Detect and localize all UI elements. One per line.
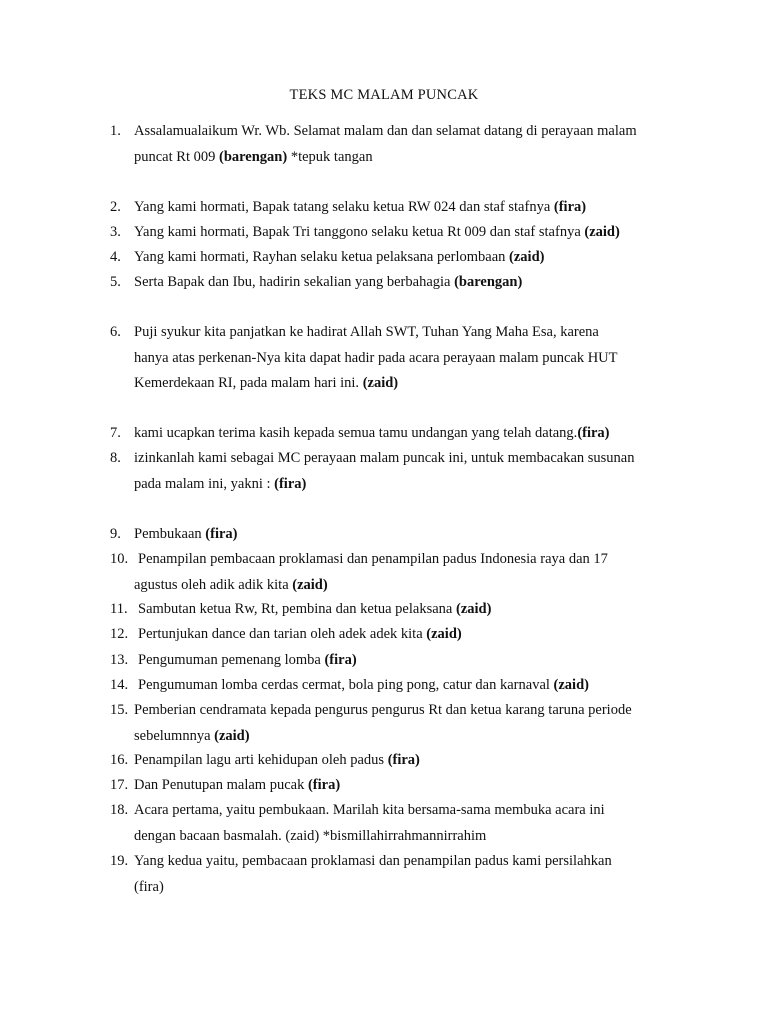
- item-number: 9.: [110, 526, 121, 542]
- item-number: 8.: [110, 450, 121, 466]
- item-text: Acara pertama, yaitu pembukaan. Marilah kita bersama-sama membuka acara ini: [134, 802, 605, 818]
- item-text-cont: sebelumnnya (zaid): [134, 728, 250, 744]
- item-number: 5.: [110, 274, 121, 290]
- item-number: 3.: [110, 224, 121, 240]
- item-text: Penampilan pembacaan proklamasi dan penampilan padus Indonesia raya dan 17: [138, 551, 608, 567]
- item-number: 4.: [110, 249, 121, 265]
- item-text: Pengumuman lomba cerdas cermat, bola ping pong, catur dan karnaval (zaid): [138, 677, 589, 693]
- item-text: Pertunjukan dance dan tarian oleh adek adek kita (zaid): [138, 626, 462, 642]
- item-text-cont: (fira): [134, 879, 164, 895]
- item-number: 13.: [110, 652, 129, 668]
- item-number: 19.: [110, 853, 129, 869]
- item-text: Serta Bapak dan Ibu, hadirin sekalian yang berbahagia (barengan): [134, 274, 523, 290]
- item-number: 10.: [110, 551, 129, 567]
- item-number: 6.: [110, 324, 121, 340]
- item-text: izinkanlah kami sebagai MC perayaan malam puncak ini, untuk membacakan susunan: [134, 450, 635, 466]
- item-number: 16.: [110, 752, 129, 768]
- item-number: 1.: [110, 123, 121, 139]
- item-number: 12.: [110, 626, 129, 642]
- item-text: Yang kedua yaitu, pembacaan proklamasi dan penampilan padus kami persilahkan: [134, 853, 612, 869]
- item-text: Dan Penutupan malam pucak (fira): [134, 777, 341, 793]
- item-text: Sambutan ketua Rw, Rt, pembina dan ketua pelaksana (zaid): [138, 601, 492, 617]
- item-number: 2.: [110, 199, 121, 215]
- item-number: 17.: [110, 777, 129, 793]
- item-text: Penampilan lagu arti kehidupan oleh padus (fira): [134, 752, 420, 768]
- item-number: 18.: [110, 802, 129, 818]
- item-number: 7.: [110, 425, 121, 441]
- item-number: 15.: [110, 702, 129, 718]
- item-text-cont: Kemerdekaan RI, pada malam hari ini. (zaid): [134, 375, 399, 391]
- item-text: Pembukaan (fira): [134, 526, 238, 542]
- item-text-cont: hanya atas perkenan-Nya kita dapat hadir pada acara perayaan malam puncak HUT: [134, 350, 618, 366]
- item-text: Pemberian cendramata kepada pengurus pengurus Rt dan ketua karang taruna periode: [134, 702, 632, 718]
- item-text-cont: dengan bacaan basmalah. (zaid) *bismillahirrahmannirrahim: [134, 828, 487, 844]
- item-text: Assalamualaikum Wr. Wb. Selamat malam dan dan selamat datang di perayaan malam: [134, 123, 637, 139]
- item-text-cont: pada malam ini, yakni : (fira): [134, 476, 307, 492]
- item-text: Pengumuman pemenang lomba (fira): [138, 652, 357, 668]
- item-number: 11.: [110, 601, 128, 617]
- item-text: kami ucapkan terima kasih kepada semua tamu undangan yang telah datang.(fira): [134, 425, 610, 441]
- item-number: 14.: [110, 677, 129, 693]
- item-text: Yang kami hormati, Bapak Tri tanggono selaku ketua Rt 009 dan staf stafnya (zaid): [134, 224, 620, 240]
- item-text: Yang kami hormati, Bapak tatang selaku ketua RW 024 dan staf stafnya (fira): [134, 199, 587, 215]
- item-text: Yang kami hormati, Rayhan selaku ketua pelaksana perlombaan (zaid): [134, 249, 545, 265]
- item-text-cont: puncat Rt 009 (barengan) *tepuk tangan: [134, 149, 373, 165]
- item-text-cont: agustus oleh adik adik kita (zaid): [134, 577, 328, 593]
- item-text: Puji syukur kita panjatkan ke hadirat Allah SWT, Tuhan Yang Maha Esa, karena: [134, 324, 599, 340]
- page-title: TEKS MC MALAM PUNCAK: [289, 87, 479, 103]
